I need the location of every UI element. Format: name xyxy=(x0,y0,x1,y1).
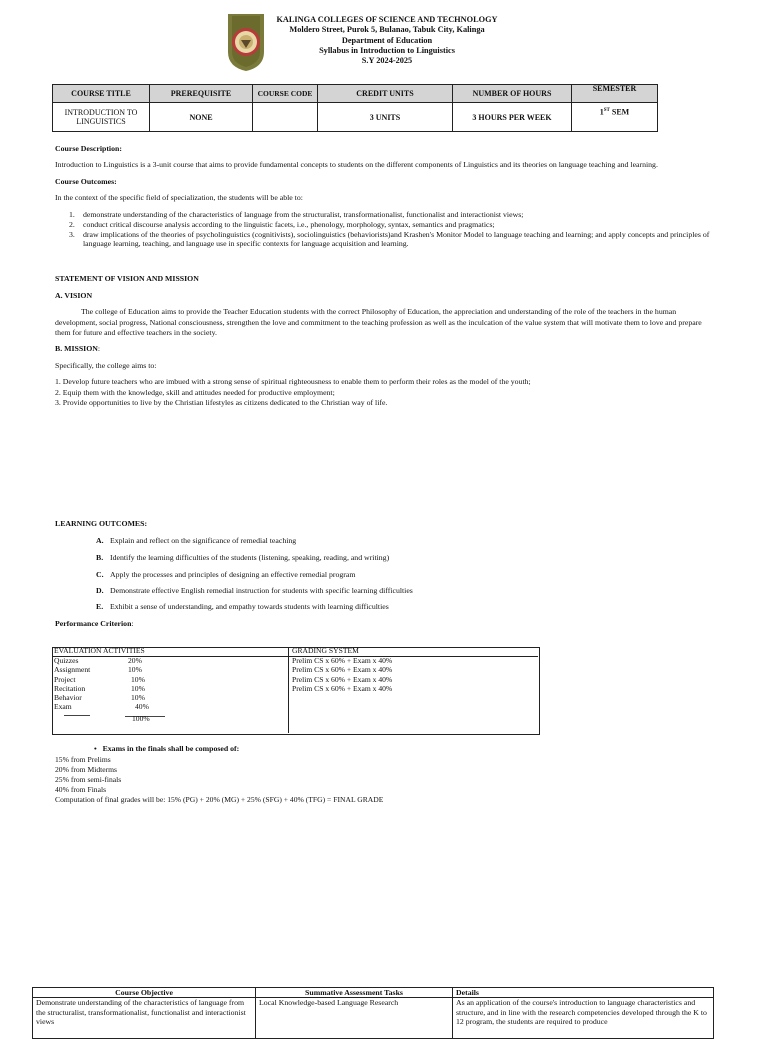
list-item: 3. draw implications of the theories of psycholinguistics (cognitivists), sociolinguistics (behaviorists)and Krashen's Monitor Model to language teaching and learning; and apply concepts and principles of language learning, teaching, and language use in specific contexts for language acquisition and learning. xyxy=(69,229,710,249)
grading-row: Prelim CS x 60% + Exam x 40% xyxy=(292,665,393,675)
college-address: Moldero Street, Purok 5, Bulanao, Tabuk City, Kalinga xyxy=(289,25,485,35)
activity-percent: 10% xyxy=(131,693,145,703)
finals-line: 20% from Midterms xyxy=(55,765,118,775)
vision-mission-heading: STATEMENT OF VISION AND MISSION xyxy=(55,274,199,283)
finals-bullet: • Exams in the finals shall be composed of: xyxy=(94,744,240,753)
grading-row: Prelim CS x 60% + Exam x 40% xyxy=(292,674,393,684)
list-item: 1. demonstrate understanding of the characteristics of language from the structuralist, transformationalist, functionalist and interactionist views; xyxy=(69,210,524,219)
activity-name: Assignment xyxy=(54,665,91,675)
table-divider xyxy=(288,647,289,733)
syllabus-title: Syllabus in Introduction to Linguistics xyxy=(319,45,455,55)
final-grade-computation: Computation of final grades will be: 15% (PG) + 20% (MG) + 25% (SFG) + 40% (TFG) = FINAL GRADE xyxy=(55,795,384,805)
credit-units-value: 3 UNITS xyxy=(318,103,453,132)
finals-line: 40% from Finals xyxy=(55,785,107,795)
course-description-text: Introduction to Linguistics is a 3-unit course that aims to provide fundamental concepts to students on the different components of Linguistics and its theories on language teaching and learning. xyxy=(55,160,658,169)
col-header-credit-units: CREDIT UNITS xyxy=(318,85,453,103)
col-header-number-of-hours: NUMBER OF HOURS xyxy=(453,85,572,103)
col-header-semester: SEMESTER xyxy=(572,85,658,103)
grading-row: Prelim CS x 60% + Exam x 40% xyxy=(292,683,393,693)
course-objectives-table xyxy=(32,987,714,1039)
col-header-course-objective: Course Objective xyxy=(33,988,256,998)
course-objective-cell: Demonstrate understanding of the characteristics of language from the structuralist, transformationalist, functionalist and interactionist views xyxy=(33,998,256,1039)
college-logo xyxy=(224,12,268,72)
assessment-task-cell: Local Knowledge-based Language Research xyxy=(256,998,453,1039)
course-outcomes-list xyxy=(55,210,725,249)
mission-intro: Specifically, the college aims to: xyxy=(55,361,157,370)
activities-total: 100% xyxy=(132,714,150,723)
department-name: Department of Education xyxy=(341,35,433,45)
bullet-icon: • xyxy=(94,744,103,753)
activity-percent: 10% xyxy=(128,665,142,675)
learning-outcomes-heading: LEARNING OUTCOMES: xyxy=(55,519,148,528)
activity-name: Recitation xyxy=(54,683,86,693)
list-item: 2. conduct critical discourse analysis according to the linguistic facets, i.e., phenology, morphology, syntax, semantics and pragmatics; xyxy=(69,219,495,229)
college-name: KALINGA COLLEGES OF SCIENCE AND TECHNOLOGY xyxy=(276,15,498,24)
course-info-table xyxy=(52,84,658,132)
performance-criterion-heading: Performance Criterion: xyxy=(55,619,134,628)
learning-outcome-item: B. Identify the learning difficulties of the students (listening, speaking, reading, and writing) xyxy=(96,553,390,562)
activity-percent: 10% xyxy=(131,674,145,684)
finals-line: 25% from semi-finals xyxy=(55,775,122,785)
learning-outcome-item: A. Explain and reflect on the significance of remedial teaching xyxy=(96,536,297,545)
activity-percentages xyxy=(0,656,160,712)
semester-value: 1ST SEM xyxy=(572,103,658,132)
vision-heading: A. VISION xyxy=(55,291,93,300)
learning-outcome-item: E. Exhibit a sense of understanding, and empathy towards students with learning difficulties xyxy=(96,602,389,611)
activity-name: Behavior xyxy=(54,693,82,703)
school-year: S.Y 2024-2025 xyxy=(361,56,413,66)
activity-name: Project xyxy=(54,674,76,684)
document-header xyxy=(272,15,502,66)
col-header-course-code: COURSE CODE xyxy=(253,85,318,103)
mission-heading: B. MISSION: xyxy=(55,344,101,353)
course-code-value xyxy=(253,103,318,132)
finals-breakdown xyxy=(55,755,383,805)
list-item: 1. Develop future teachers who are imbued with a strong sense of spiritual righteousness to enable them to perform their roles as the model of the youth; xyxy=(55,377,531,386)
learning-outcome-item: D. Demonstrate effective English remedial instruction for students with specific learning difficulties xyxy=(96,586,413,595)
course-outcomes-intro: In the context of the specific field of specialization, the students will be able to: xyxy=(55,193,303,202)
evaluation-activities-heading: EVALUATION ACTIVITIES xyxy=(54,646,145,655)
list-item: 3. Provide opportunities to live by the Christian lifestyles as citizens dedicated to the Christian way of life. xyxy=(55,398,388,407)
prerequisite-value: NONE xyxy=(150,103,253,132)
learning-outcome-item: C. Apply the processes and principles of designing an effective remedial program xyxy=(96,570,356,579)
course-title-value: INTRODUCTION TO LINGUISTICS xyxy=(53,103,150,132)
activity-percent: 20% xyxy=(128,656,142,665)
mission-list xyxy=(55,377,715,409)
vision-text: The college of Education aims to provide the Teacher Education students with the correct Philosophy of Education, the appreciation and understanding of the role of the teachers in the human development, social progress, National consciousness, strengthen the love and commitment to the teaching profession as well as the inculcation of the value system that will motivate them to love and prepare them for future and effective teachers in the society. xyxy=(55,307,702,337)
course-outcomes-heading: Course Outcomes: xyxy=(55,177,117,186)
activity-percent: 10% xyxy=(131,683,145,693)
activity-name: Exam xyxy=(54,702,72,712)
course-description-heading: Course Description: xyxy=(55,144,122,153)
grading-row: Prelim CS x 60% + Exam x 40% xyxy=(292,656,393,665)
activity-name: Quizzes xyxy=(54,656,79,665)
activity-percent: 40% xyxy=(135,702,149,712)
list-item: 2. Equip them with the knowledge, skill and attitudes needed for productive employment; xyxy=(55,387,335,397)
finals-line: 15% from Prelims xyxy=(55,755,111,764)
total-underline-left xyxy=(64,715,90,716)
col-header-assessment-tasks: Summative Assessment Tasks xyxy=(256,988,453,998)
grading-list xyxy=(292,656,392,693)
col-header-course-title: COURSE TITLE xyxy=(53,85,150,103)
col-header-prerequisite: PREREQUISITE xyxy=(150,85,253,103)
grading-system-heading: GRADING SYSTEM xyxy=(292,646,359,655)
col-header-details: Details xyxy=(453,988,714,998)
details-cell: As an application of the course's introduction to language characteristics and structure, and in line with the research competencies developed through the K to 12 program, the students are required to produce xyxy=(453,998,714,1039)
hours-value: 3 HOURS PER WEEK xyxy=(453,103,572,132)
